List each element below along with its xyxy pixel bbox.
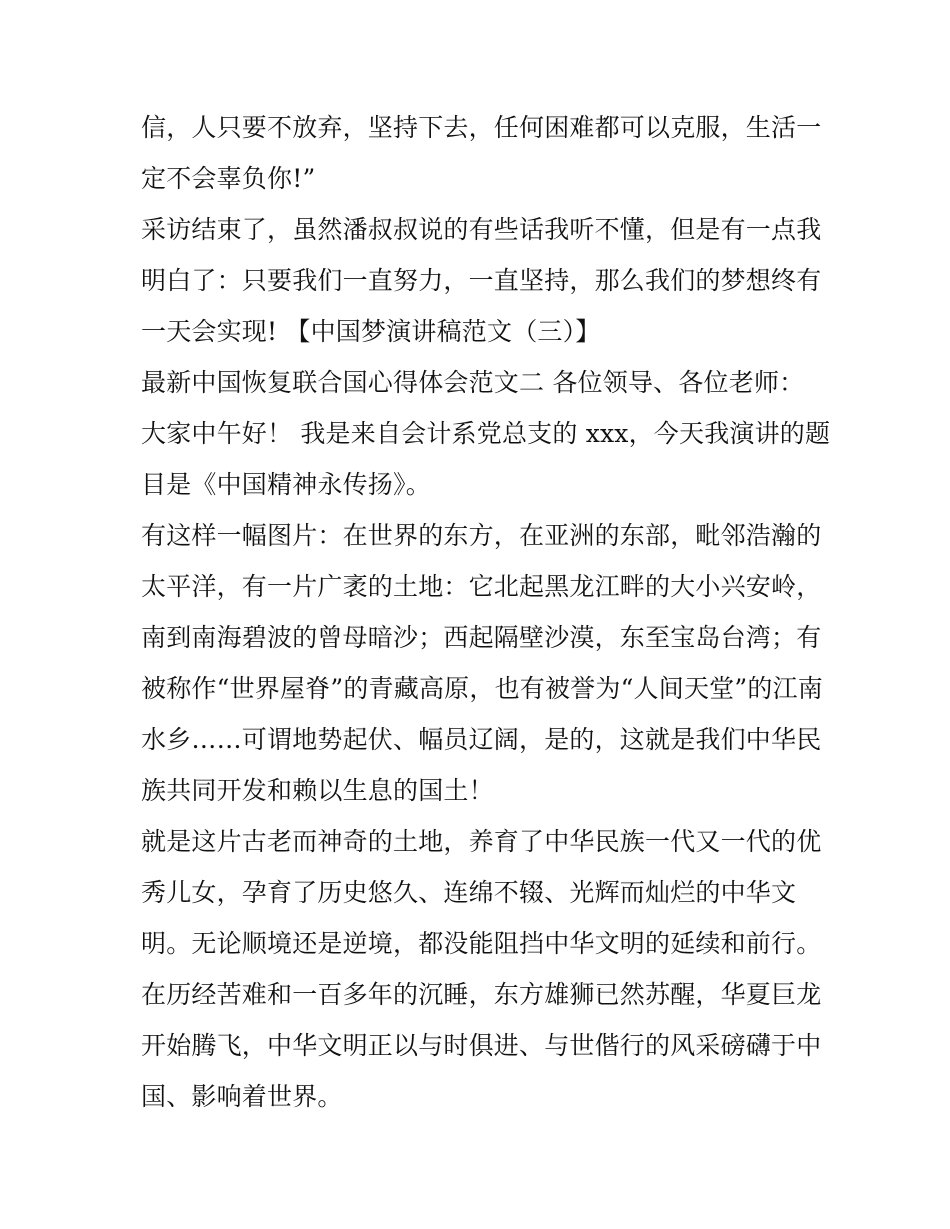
text-line: 族共同开发和赖以生息的国土！ [141, 776, 494, 805]
text-line: 被称作“世界屋脊”的青藏高原，也有被誉为“人间天堂”的江南 [141, 674, 823, 703]
text-line: 就是这片古老而神奇的土地，养育了中华民族一代又一代的优 [141, 827, 822, 856]
text-line: 开始腾飞，中华文明正以与时俱进、与世偕行的风采磅礴于中 [141, 1031, 822, 1060]
text-line: 一天会实现! 【中国梦演讲稿范文（三）】 [141, 317, 601, 346]
text-line: 在历经苦难和一百多年的沉睡，东方雄狮已然苏醒，华夏巨龙 [141, 980, 822, 1009]
text-line: 国、影响着世界。 [141, 1082, 343, 1111]
text-line: 目是《中国精神永传扬》。 [141, 470, 431, 499]
text-line: 信，人只要不放弃，坚持下去，任何困难都可以克服，生活一 [141, 113, 822, 142]
document-body [141, 102, 831, 1122]
text-line: 采访结束了，虽然潘叔叔说的有些话我听不懂，但是有一点我 [141, 215, 822, 244]
text-line: 最新中国恢复联合国心得体会范文二 各位领导、各位老师： [141, 368, 805, 397]
text-line: 定不会辜负你!” [141, 164, 316, 193]
text-line: 水乡……可谓地势起伏、幅员辽阔，是的，这就是我们中华民 [141, 725, 822, 754]
text-line: 大家中午好！ 我是来自会计系党总支的 xxx，今天我演讲的题 [141, 419, 831, 448]
text-line: 明。无论顺境还是逆境，都没能阻挡中华文明的延续和前行。 [141, 929, 822, 958]
text-line: 太平洋，有一片广袤的土地：它北起黑龙江畔的大小兴安岭， [141, 572, 822, 601]
text-line: 秀儿女，孕育了历史悠久、连绵不辍、光辉而灿烂的中华文 [141, 878, 797, 907]
text-line: 明白了：只要我们一直努力，一直坚持，那么我们的梦想终有 [141, 266, 822, 295]
text-line: 南到南海碧波的曾母暗沙；西起隔壁沙漠，东至宝岛台湾；有 [141, 623, 822, 652]
text-line: 有这样一幅图片：在世界的东方，在亚洲的东部，毗邻浩瀚的 [141, 521, 822, 550]
